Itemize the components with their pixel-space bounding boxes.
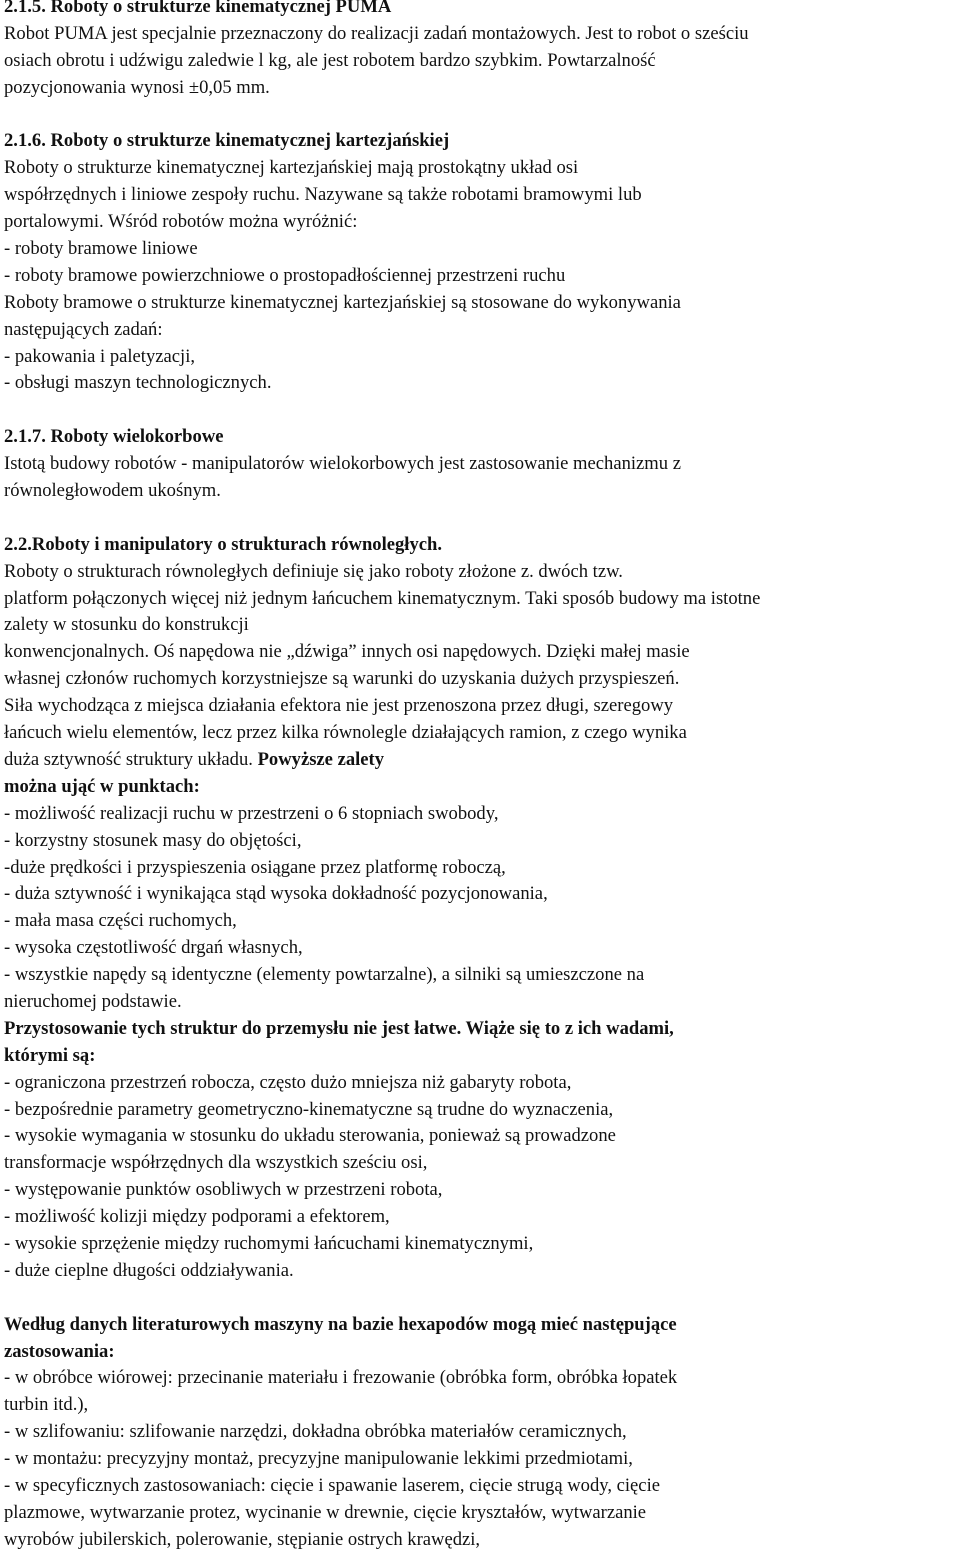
paragraph-line: łańcuch wielu elementów, lecz przez kilka równolegle działających ramion, z czego wynika bbox=[4, 722, 687, 744]
list-item: - obsługi maszyn technologicznych. bbox=[4, 372, 272, 394]
spacer bbox=[4, 505, 959, 532]
list-item: - wysokie wymagania w stosunku do układu sterowania, ponieważ są prowadzone bbox=[4, 1125, 616, 1147]
section-heading-2-2: 2.2.Roboty i manipulatory o strukturach równoległych. bbox=[4, 533, 442, 555]
paragraph-line: Istotą budowy robotów - manipulatorów wielokorbowych jest zastosowanie mechanizmu z bbox=[4, 453, 681, 475]
paragraph-line: Roboty o strukturach równoległych definiuje się jako roboty złożone z. dwóch tzw. bbox=[4, 560, 623, 582]
paragraph-line: osiach obrotu i udźwigu zaledwie l kg, ale jest robotem bardzo szybkim. Powtarzalność bbox=[4, 49, 656, 71]
list-item: - duża sztywność i wynikająca stąd wysoka dokładność pozycjonowania, bbox=[4, 883, 548, 905]
paragraph-line: Roboty o strukturze kinematycznej kartezjańskiej mają prostokątny układ osi bbox=[4, 157, 579, 179]
list-item: - w obróbce wiórowej: przecinanie materiału i frezowanie (obróbka form, obróbka łopatek bbox=[4, 1367, 678, 1389]
list-item: - w szlifowaniu: szlifowanie narzędzi, dokładna obróbka materiałów ceramicznych, bbox=[4, 1421, 627, 1443]
section-heading-2-1-7: 2.1.7. Roboty wielokorbowe bbox=[4, 426, 224, 448]
list-item: plazmowe, wytwarzanie protez, wycinanie w drewnie, cięcie kryształów, wytwarzanie bbox=[4, 1501, 647, 1523]
paragraph-line: platform połączonych więcej niż jednym łańcuchem kinematycznym. Taki sposób budowy ma istotne bbox=[4, 587, 761, 609]
applications-heading: Według danych literaturowych maszyny na bazie hexapodów mogą mieć następujące bbox=[4, 1313, 677, 1335]
list-item: - w specyficznych zastosowaniach: cięcie i spawanie laserem, cięcie strugą wody, cięcie bbox=[4, 1474, 660, 1496]
paragraph-line: równoległowodem ukośnym. bbox=[4, 480, 221, 502]
paragraph-line bbox=[4, 747, 959, 774]
spacer bbox=[4, 102, 959, 129]
list-item: - duże cieplne długości oddziaływania. bbox=[4, 1259, 294, 1281]
paragraph-line: Roboty bramowe o strukturze kinematycznej kartezjańskiej są stosowane do wykonywania bbox=[4, 291, 681, 313]
document-page bbox=[4, 0, 959, 1554]
spacer bbox=[4, 397, 959, 424]
paragraph-line: portalowymi. Wśród robotów można wyróżnić: bbox=[4, 211, 358, 233]
drawbacks-heading: którymi są: bbox=[4, 1044, 96, 1066]
list-item: - ograniczona przestrzeń robocza, często dużo mniejsza niż gabaryty robota, bbox=[4, 1071, 572, 1093]
list-item: wyrobów jubilerskich, polerowanie, stępianie ostrych krawędzi, bbox=[4, 1528, 481, 1550]
list-item: - wysokie sprzężenie między ruchomymi łańcuchami kinematycznymi, bbox=[4, 1232, 534, 1254]
paragraph-line: pozycjonowania wynosi ±0,05 mm. bbox=[4, 76, 270, 98]
list-item: - bezpośrednie parametry geometryczno-kinematyczne są trudne do wyznaczenia, bbox=[4, 1098, 614, 1120]
applications-heading: zastosowania: bbox=[4, 1340, 115, 1362]
list-item: - w montażu: precyzyjny montaż, precyzyjne manipulowanie lekkimi przedmiotami, bbox=[4, 1448, 633, 1470]
paragraph-line: Siła wychodząca z miejsca działania efektora nie jest przenoszona przez długi, szeregowy bbox=[4, 695, 674, 717]
list-item: - roboty bramowe liniowe bbox=[4, 238, 198, 260]
section-heading-2-1-5: 2.1.5. Roboty o strukturze kinematycznej PUMA bbox=[4, 0, 392, 17]
paragraph-line: Robot PUMA jest specjalnie przeznaczony do realizacji zadań montażowych. Jest to robot o sześciu bbox=[4, 22, 749, 44]
list-item: transformacje współrzędnych dla wszystkich sześciu osi, bbox=[4, 1152, 428, 1174]
list-item: - możliwość kolizji między podporami a efektorem, bbox=[4, 1206, 390, 1228]
list-item: -duże prędkości i przyspieszenia osiągane przez platformę roboczą, bbox=[4, 856, 506, 878]
list-item: - pakowania i paletyzacji, bbox=[4, 345, 196, 367]
list-item: - wszystkie napędy są identyczne (elementy powtarzalne), a silniki są umieszczone na bbox=[4, 964, 645, 986]
bold-lead-in: Powyższe zalety bbox=[257, 748, 385, 770]
drawbacks-heading: Przystosowanie tych struktur do przemysłu nie jest łatwe. Wiąże się to z ich wadami, bbox=[4, 1017, 674, 1039]
paragraph-text: duża sztywność struktury układu. bbox=[4, 748, 258, 770]
paragraph-line: konwencjonalnych. Oś napędowa nie „dźwiga” innych osi napędowych. Dzięki małej masie bbox=[4, 641, 690, 663]
paragraph-line: zalety w stosunku do konstrukcji bbox=[4, 614, 249, 636]
list-item: turbin itd.), bbox=[4, 1394, 89, 1416]
list-item: - mała masa części ruchomych, bbox=[4, 910, 237, 932]
list-item: nieruchomej podstawie. bbox=[4, 990, 182, 1012]
spacer bbox=[4, 1285, 959, 1312]
list-item: - roboty bramowe powierzchniowe o prostopadłościennej przestrzeni ruchu bbox=[4, 264, 566, 286]
paragraph-line: współrzędnych i liniowe zespoły ruchu. Nazywane są także robotami bramowymi lub bbox=[4, 184, 642, 206]
paragraph-line: następujących zadań: bbox=[4, 318, 163, 340]
section-heading-2-1-6: 2.1.6. Roboty o strukturze kinematycznej kartezjańskiej bbox=[4, 130, 450, 152]
list-item: - możliwość realizacji ruchu w przestrzeni o 6 stopniach swobody, bbox=[4, 802, 499, 824]
paragraph-line: własnej członów ruchomych korzystniejsze są warunki do uzyskania dużych przyspieszeń. bbox=[4, 668, 680, 690]
list-item: - występowanie punktów osobliwych w przestrzeni robota, bbox=[4, 1179, 443, 1201]
list-item: - wysoka częstotliwość drgań własnych, bbox=[4, 937, 303, 959]
bold-lead-in: można ująć w punktach: bbox=[4, 775, 200, 797]
list-item: - korzystny stosunek masy do objętości, bbox=[4, 829, 302, 851]
